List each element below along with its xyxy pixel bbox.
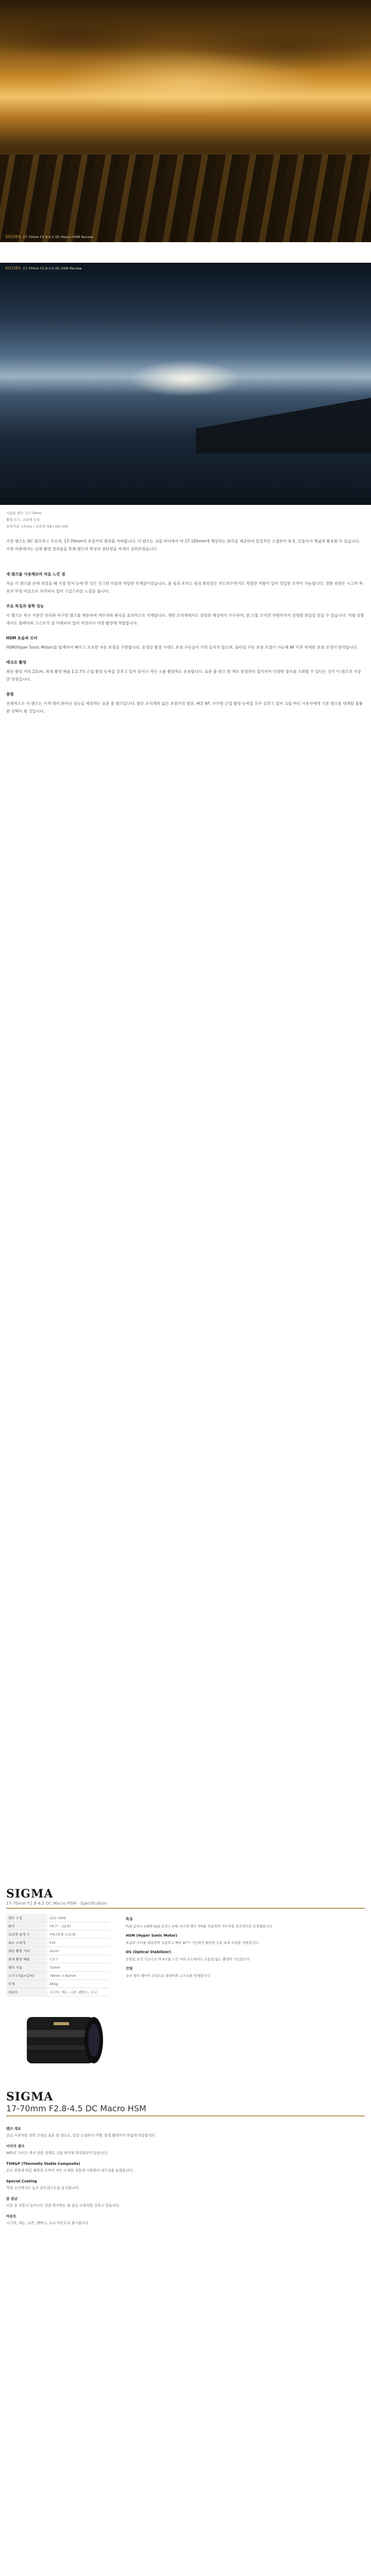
lens-photo xyxy=(6,2002,120,2074)
spec-key: 최대 촬영 배율 xyxy=(6,1955,47,1963)
spec-key: 최단 촬영 거리 xyxy=(6,1947,47,1955)
spec-row xyxy=(6,1947,109,1955)
sunset-photo xyxy=(0,0,371,242)
spec-key: 필터 지름 xyxy=(6,1963,47,1972)
spec-body xyxy=(0,1909,371,2084)
spec-key: 화각 xyxy=(6,1922,47,1930)
spec-row xyxy=(6,1963,109,1972)
spec-key: 무게 xyxy=(6,1980,47,1988)
spec-row xyxy=(6,1980,109,1988)
spec-value: 79.7° - 22.9° xyxy=(47,1922,109,1930)
spec-row xyxy=(6,1930,109,1939)
spec-table xyxy=(6,1914,109,1996)
spec-row xyxy=(6,1922,109,1930)
spec-value: 72mm xyxy=(47,1963,109,1972)
article-body: 새 렌즈를 사용해보며 처음 느낀 점 처음 이 렌즈를 손에 쥐었을 때 가장 먼저 눈에 띈 것은 견고한 마감과 적당한 무게감이었습니다. 줌 링과 포커스 링의 회전감은 부드러우면서도 적절한 저항이 있어 정밀한 조작이 가능합니다. 경통 외관은 시그마 특유의 무광 마감으로 처리되어 있어 고급스러운 느낌을 줍니다. 주요 특징과 광학 성능 이 렌즈는 특수 저분산 유리와 비구면 렌즈를 채용하여 색수차와 왜곡을 효과적으로 억제합니다. 개방 조리개에서도 중앙부 해상력이 우수하며, 한 스톱 조이면 주변부까지 선명한 화질을 얻을 수 있습니다. 역광 상황에서도 플레어와 고스트가 잘 억제되어 있어 석양이나 야경 촬영에 적합합니다. HSM 초음파 모터 HSM(Hyper Sonic Motor)을 탑재하여 빠르고 조용한 자동 초점을 구현합니다. 동영상 촬영 시에도 초점 구동음이 거의 들리지 않으며, 풀타임 수동 초점 조절이 가능해 AF 이후 미세한 초점 보정이 편리합니다. 매크로 촬영 최단 촬영 거리 22cm, 최대 촬영 배율 1:2.7의 근접 촬영 능력을 갖추고 있어 꽃이나 작은 소품 촬영에도 유용합니다. 표준 줌 렌즈 한 개로 풍경부터 접사까지 다양한 장르를 소화할 수 있다는 것이 이 렌즈의 가장 큰 장점입니다. 총평 전체적으로 이 렌즈는 가격 대비 뛰어난 성능을 제공하는 표준 줌 렌즈입니다. 밝은 조리개와 넓은 초점거리 범위, 빠른 AF, 우수한 근접 촬영 능력을 모두 갖추고 있어 크롭 바디 사용자에게 기본 렌즈를 대체할 훌륭한 선택이 될 것입니다. xyxy=(6,572,364,714)
sea-photo xyxy=(0,263,371,505)
spec-row xyxy=(6,1988,109,1996)
photo-caption: SIGMA 17-70mm F2.8-4.5 DC HSM Review xyxy=(5,266,82,270)
spec-value: 시그마, 캐논, 니콘, 펜탁스, 소니 xyxy=(47,1988,109,1996)
sigma-logo: SIGMA xyxy=(6,2090,54,2104)
feature-header xyxy=(0,2090,371,2116)
spec-description: 특징 FLD 글라스 1매와 SLD 글라스 2매, 비구면 렌즈 3매를 적용하여 색수차를 효과적으로 보정했습니다. HSM (Hyper Sonic Motor) 초음파 모터를 채용하여 조용하고 빠른 AF가 가능하며 풀타임 수동 초점 조절을 지원합니다. OS (Optical Stabilizer) 손떨림 보정 기능으로 약 4스톱 느린 셔터 속도에서도 흔들림 없는 촬영이 가능합니다. 코팅 슈퍼 멀티 레이어 코팅으로 플레어와 고스트를 억제합니다. xyxy=(126,1917,274,1978)
spec-value: 12군 16매 xyxy=(47,1914,109,1922)
spec-key: 조리개 날개 수 xyxy=(6,1930,47,1939)
spec-value: 7매 (원형 조리개) xyxy=(47,1930,109,1939)
intro-paragraph: 기존 렌즈는 DC 렌즈라고 부르며, 17-70mm의 초점거리 범위를 커버합니다. 이 렌즈는 크롭 바디에서 약 27-105mm에 해당하는 화각을 제공하며 일상적인 스냅부터 풍경, 인물까지 폭넓게 활용할 수 있습니다. 이번 리뷰에서는 실제 촬영 결과물을 통해 렌즈의 특성과 장단점을 자세히 살펴보겠습니다. xyxy=(6,539,360,551)
spec-row xyxy=(6,1914,109,1922)
feature-title: 17-70mm F2.8-4.5 DC Macro HSM xyxy=(6,2104,146,2113)
spec-value: 22cm xyxy=(47,1947,109,1955)
spec-title: 17-70mm F2.8-4.5 DC Macro HSM - Specification xyxy=(6,1901,107,1906)
feature-body: 렌즈 개요 중급 사용자를 위한 고성능 표준 줌 렌즈로, 일상 스냅부터 여행, 풍경 촬영까지 폭넓게 대응합니다. 이미지 센서 APS-C 사이즈 센서 전용 설계로 크롭 바디에 최적화되어 있습니다. TSM&P (Thermally Stable Composite) 온도 변화에 따른 팽창과 수축이 적은 소재를 경통에 사용하여 내구성을 높였습니다. Special Coating 역광 조건에서도 높은 콘트라스트를 유지합니다. 줌 잠금 이동 중 경통이 늘어나는 것을 방지하는 줌 잠금 스위치를 갖추고 있습니다. 마운트 시그마, 캐논, 니콘, 펜탁스, 소니 마운트로 출시됩니다. xyxy=(6,2127,156,2225)
spec-value: 79mm × 82mm xyxy=(47,1972,109,1980)
spec-key: 크기 (지름×길이) xyxy=(6,1972,47,1980)
spec-row xyxy=(6,1955,109,1963)
spec-header xyxy=(0,1887,371,1909)
spec-row xyxy=(6,1972,109,1980)
spec-value: F22 xyxy=(47,1939,109,1947)
sigma-logo: SIGMA xyxy=(6,1887,54,1901)
spec-key: 최소 조리개 xyxy=(6,1939,47,1947)
spec-row xyxy=(6,1939,109,1947)
spec-value: 1:2.7 xyxy=(47,1955,109,1963)
photo-caption: SIGMA 17-70mm F2.8-4.5 DC Macro HSM Review xyxy=(5,234,93,239)
exif-block: 사용된 렌즈: 17-70mm 촬영 모드: 조리개 우선 초점거리: 17mm / 조리개: f/8 / ISO 100 기존 렌즈는 DC 렌즈라고 부르며, 17-70mm의 초점거리 범위를 커버합니다. 이 렌즈는 크롭 바디에서 약 27-105mm에 해당하는 화각을 제공하며 일상적인 스냅부터 풍경, 인물까지 폭넓게 활용할 수 있습니다. 이번 리뷰에서는 실제 촬영 결과물을 통해 렌즈의 특성과 장단점을 자세히 살펴보겠습니다. xyxy=(0,505,371,565)
spec-key: 마운트 xyxy=(6,1988,47,1996)
spec-value: 465g xyxy=(47,1980,109,1988)
spec-key: 렌즈 구성 xyxy=(6,1914,47,1922)
